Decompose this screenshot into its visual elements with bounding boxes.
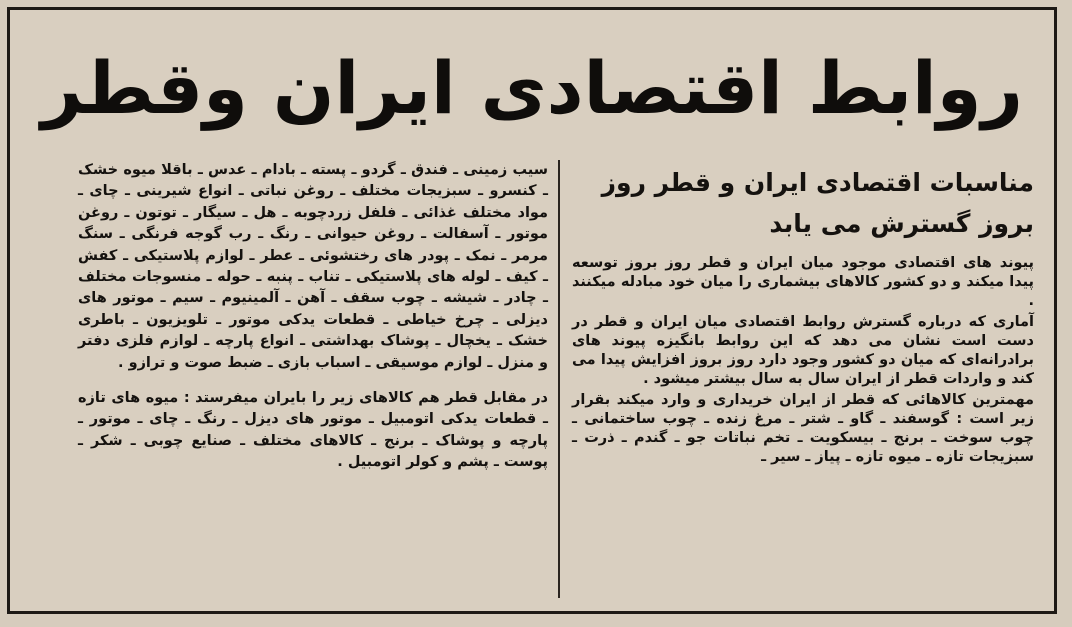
paragraph: مهمترین کالاهائی که قطر از ایران خریداری و وارد میکند بقرار زیر است : گوسفند ـ گاو ـ شتر ـ مرغ زنده ـ چوب ساختمانی ـ چوب سوخت ـ برنج ـ بیسکویت ـ تخم نباتات جو ـ گندم ـ ذرت ـ سبزیجات تازه ـ میو‌ه تازه ـ پیاز ـ سیر ـ — [572, 392, 1034, 465]
right-column — [572, 162, 1034, 602]
subheadline: مناسبات اقتصادی ایران و قطر روز بروز گسترش می یابد — [601, 168, 1034, 238]
headline: روابط اقتصادی ایران وقطر — [41, 46, 1023, 130]
left-column — [78, 160, 548, 600]
paragraph: سیب زمینی ـ فندق ـ گردو ـ پسته ـ بادام ـ عدس ـ باقلا میوه خشک ـ کنسرو ـ سبزیجات مختلف ـ روغن نباتی ـ انواع شیرینی ـ چای ـ مواد مختلف غذائی ـ فلفل زردچوبه ـ هل ـ سیگار ـ توتون ـ روغن موتور ـ آسفالت ـ روغن حیوانی ـ رنگ ـ رب گوجه فرنگی ـ سنگ مرمر ـ نمک ـ پودر های رختشوئی ـ عطر ـ لوازم پلاستیکی ـ کفش ـ کیف ـ لوله های پلاستیکی ـ تناب ـ پنبه ـ حوله ـ منسوجات مختلف ـ چادر ـ شیشه ـ چوب سقف ـ آهن ـ آلمینیوم ـ سیم ـ موتور های دیزلی ـ چرخ خیاطی ـ قطعات یدکی موتور ـ تلویزیون ـ باطری خشک ـ یخچال ـ پوشاک بهداشتی ـ انواع پارچه ـ لوازم فلزی دفتر و منزل ـ لوازم موسیقی ـ اسباب بازی ـ ضبط صوت و ترازو . — [78, 162, 548, 371]
paragraph: آماری که درباره گسترش روابط اقتصادی میان ایران و قطر در دست است نشان می دهد که این روابط بانگیزه پیوند های برادرانه‌ای که میان دو کشور وجود دارد روز بروز افزایش پیدا می کند و واردات قطر از ایران سال به سال بیشتر میشود . — [572, 314, 1034, 387]
right-column-body — [572, 254, 1034, 467]
paragraph: پیوند های اقتصادی موجود میان ایران و قطر روز بروز توسعه پیدا میکند و دو کشور کالاهای بیشماری را میان خود مبادله میکنند . — [572, 255, 1034, 309]
article-frame — [7, 7, 1057, 614]
paragraph: در مقابل قطر هم کالاهای زیر را بایران میفرستد : میوه های تازه ـ قطعات یدکی اتومبیل ـ موتور های دیزل ـ رنگ ـ چای ـ موتور ـ پارچه و پوشاک ـ برنج ـ کالاهای مختلف ـ صنایع چوبی ـ شکر ـ پوست ـ پشم و کولر اتومبیل . — [78, 390, 548, 471]
column-divider — [558, 160, 560, 598]
